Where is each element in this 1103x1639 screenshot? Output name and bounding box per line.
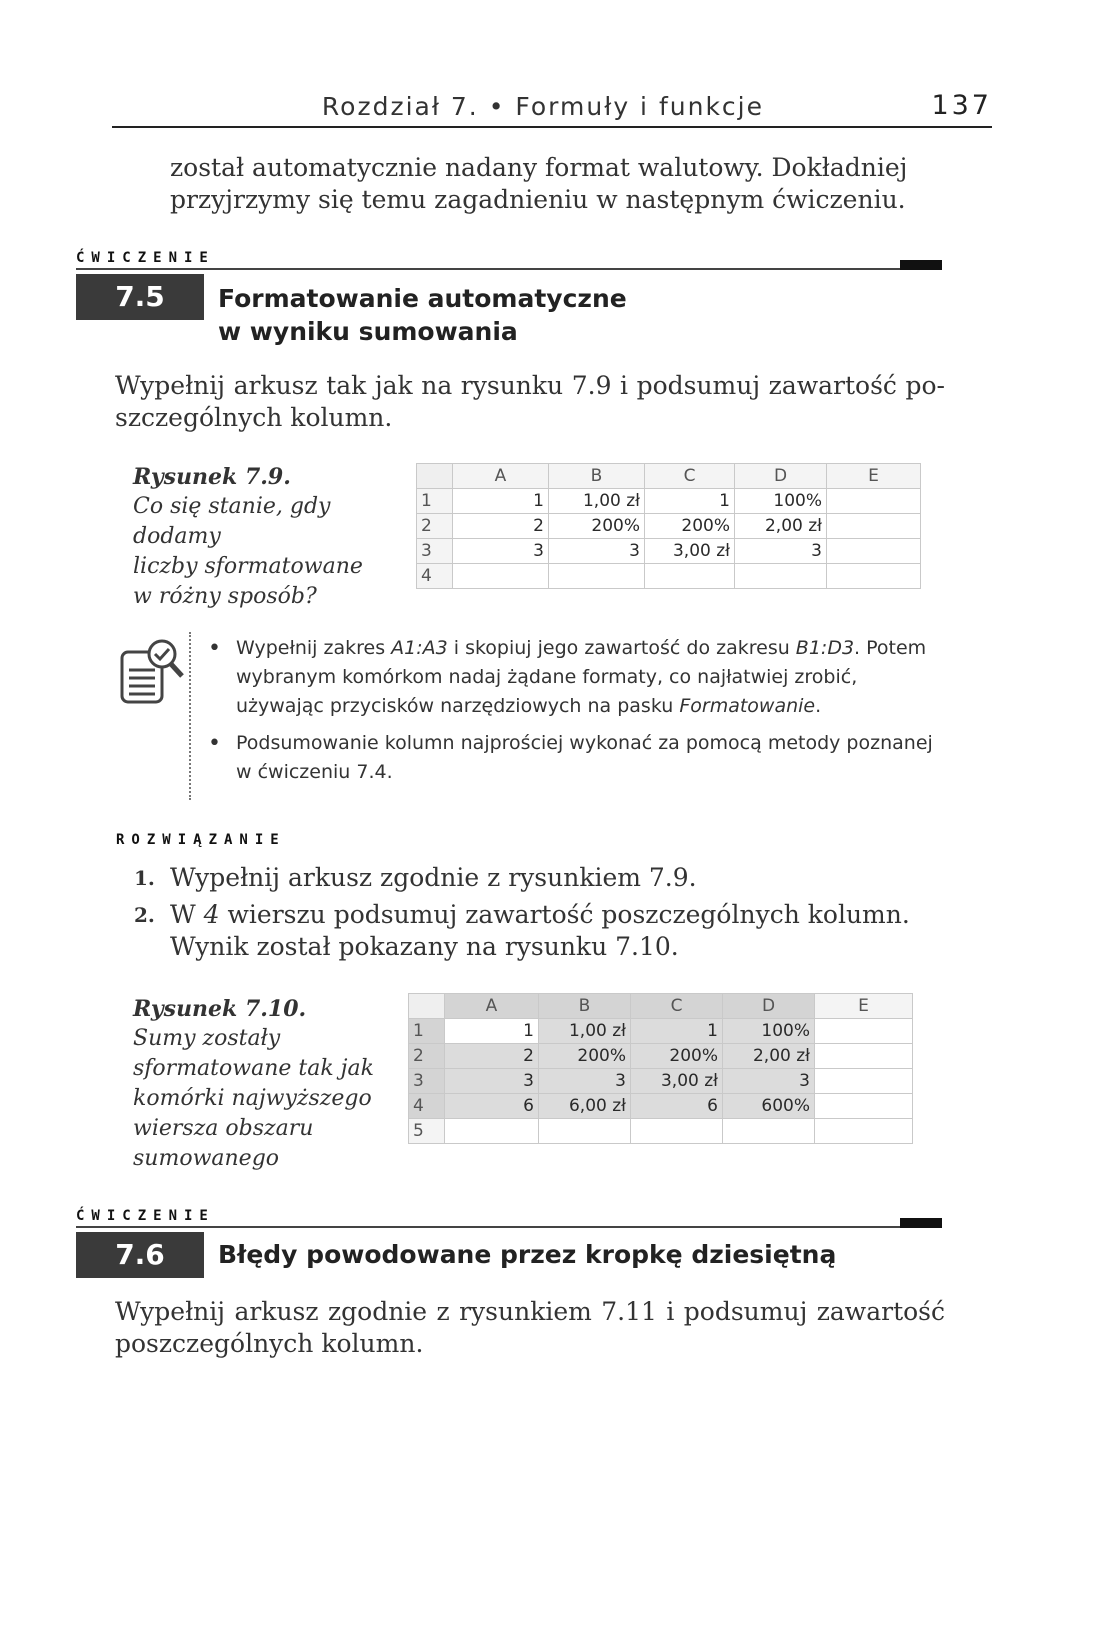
column-header: A bbox=[453, 464, 549, 489]
cell bbox=[827, 539, 921, 564]
cell: 3 bbox=[549, 539, 645, 564]
row-header: 5 bbox=[409, 1119, 445, 1144]
step-item: 1. Wypełnij arkusz zgodnie z rysunkiem 7.9. bbox=[134, 863, 697, 892]
cell: 6 bbox=[445, 1094, 539, 1119]
cell bbox=[549, 564, 645, 589]
column-header-row bbox=[417, 464, 921, 489]
select-all-corner bbox=[409, 994, 445, 1019]
row-header: 2 bbox=[417, 514, 453, 539]
cell bbox=[453, 564, 549, 589]
exercise-title bbox=[218, 282, 918, 348]
cell bbox=[735, 564, 827, 589]
cell: 2 bbox=[445, 1044, 539, 1069]
table-row bbox=[417, 514, 921, 539]
cell: 3 bbox=[723, 1069, 815, 1094]
cell: 3,00 zł bbox=[645, 539, 735, 564]
table-row bbox=[409, 1069, 913, 1094]
cell: 100% bbox=[735, 489, 827, 514]
cell: 3,00 zł bbox=[631, 1069, 723, 1094]
row-header: 4 bbox=[417, 564, 453, 589]
tip-list bbox=[208, 634, 948, 795]
cell: 1 bbox=[631, 1019, 723, 1044]
cell: 200% bbox=[549, 514, 645, 539]
row-header: 2 bbox=[409, 1044, 445, 1069]
table-row bbox=[409, 1019, 913, 1044]
caption-line: Sumy zostały bbox=[133, 1026, 281, 1051]
table-row bbox=[409, 1119, 913, 1144]
instruction-line-1: Wypełnij arkusz tak jak na rysunku 7.9 i podsumuj zawartość po- bbox=[115, 371, 945, 400]
exercise-title-line-1: Formatowanie automatyczne bbox=[218, 284, 627, 313]
exercise-number-box: 7.6 bbox=[76, 1232, 204, 1278]
page-number: 137 bbox=[931, 90, 992, 121]
cell bbox=[645, 564, 735, 589]
chapter-title: Rozdział 7. • Formuły i funkcje bbox=[321, 92, 764, 121]
cell: 100% bbox=[723, 1019, 815, 1044]
column-header: D bbox=[723, 994, 815, 1019]
exercise-label: ĆWICZENIE bbox=[76, 1208, 215, 1224]
cell: 200% bbox=[539, 1044, 631, 1069]
cell bbox=[815, 1094, 913, 1119]
cell bbox=[815, 1044, 913, 1069]
table-row bbox=[409, 1044, 913, 1069]
exercise-title-line-2: w wyniku sumowania bbox=[218, 317, 518, 346]
running-header bbox=[112, 90, 992, 128]
intro-line-1: został automatycznie nadany format walutowy. Dokładniej bbox=[170, 153, 908, 182]
exercise-rule-tab bbox=[900, 1218, 942, 1228]
row-header: 4 bbox=[409, 1094, 445, 1119]
cell: 600% bbox=[723, 1094, 815, 1119]
column-header: B bbox=[549, 464, 645, 489]
instruction-line-1: Wypełnij arkusz zgodnie z rysunkiem 7.11 i podsumuj zawartość bbox=[115, 1297, 945, 1326]
cell: 1,00 zł bbox=[539, 1019, 631, 1044]
solution-label: ROZWIĄZANIE bbox=[116, 832, 286, 848]
column-header: C bbox=[631, 994, 723, 1019]
spreadsheet-figure-7-9 bbox=[416, 463, 921, 589]
table-row bbox=[409, 1094, 913, 1119]
cell: 2,00 zł bbox=[735, 514, 827, 539]
row-header: 1 bbox=[409, 1019, 445, 1044]
note-divider bbox=[189, 632, 191, 800]
table-row bbox=[417, 564, 921, 589]
cell bbox=[827, 564, 921, 589]
instruction-line-2: poszczególnych kolumn. bbox=[115, 1329, 424, 1358]
exercise-rule bbox=[76, 1226, 942, 1228]
cell: 2 bbox=[453, 514, 549, 539]
figure-label: Rysunek 7.10. bbox=[133, 996, 307, 1022]
cell bbox=[815, 1119, 913, 1144]
caption-line: w różny sposób? bbox=[133, 584, 317, 609]
column-header: E bbox=[815, 994, 913, 1019]
cell bbox=[827, 489, 921, 514]
spreadsheet-figure-7-10 bbox=[408, 993, 913, 1144]
cell bbox=[539, 1119, 631, 1144]
step-item: 2. W 4 wierszu podsumuj zawartość poszczególnych kolumn. Wynik został pokazany na rysunku 7.10. bbox=[134, 900, 910, 961]
cell: 3 bbox=[735, 539, 827, 564]
cell: 2,00 zł bbox=[723, 1044, 815, 1069]
table-row bbox=[417, 539, 921, 564]
cell bbox=[827, 514, 921, 539]
caption-line: sformatowane tak jak bbox=[133, 1056, 374, 1081]
cell: 6,00 zł bbox=[539, 1094, 631, 1119]
column-header-row bbox=[409, 994, 913, 1019]
tip-item: • Podsumowanie kolumn najprościej wykonać za pomocą metody poznanej w ćwiczeniu 7.4. bbox=[208, 729, 948, 787]
column-header: C bbox=[645, 464, 735, 489]
caption-line: sumowanego bbox=[133, 1146, 280, 1171]
row-header: 3 bbox=[409, 1069, 445, 1094]
caption-line: wiersza obszaru bbox=[133, 1116, 314, 1141]
exercise-rule bbox=[76, 268, 942, 270]
caption-line: liczby sformatowane bbox=[133, 554, 363, 579]
cell: 1 bbox=[645, 489, 735, 514]
figure-caption-7-10 bbox=[133, 994, 403, 1174]
cell bbox=[445, 1119, 539, 1144]
intro-paragraph bbox=[170, 152, 960, 216]
cell: 1 bbox=[453, 489, 549, 514]
cell bbox=[723, 1119, 815, 1144]
instruction-line-2: szczególnych kolumn. bbox=[115, 403, 393, 432]
table-row bbox=[417, 489, 921, 514]
cell: 3 bbox=[453, 539, 549, 564]
cell: 1 bbox=[445, 1019, 539, 1044]
column-header: E bbox=[827, 464, 921, 489]
caption-line: Co się stanie, gdy dodamy bbox=[133, 494, 331, 549]
row-header: 3 bbox=[417, 539, 453, 564]
solution-steps bbox=[134, 862, 914, 968]
cell: 200% bbox=[631, 1044, 723, 1069]
exercise-rule-tab bbox=[900, 260, 942, 270]
column-header: A bbox=[445, 994, 539, 1019]
exercise-number-box: 7.5 bbox=[76, 274, 204, 320]
row-header: 1 bbox=[417, 489, 453, 514]
cell: 1,00 zł bbox=[549, 489, 645, 514]
column-header: D bbox=[735, 464, 827, 489]
cell bbox=[815, 1069, 913, 1094]
magnifier-document-icon bbox=[118, 636, 190, 708]
figure-label: Rysunek 7.9. bbox=[133, 464, 291, 490]
exercise-label: ĆWICZENIE bbox=[76, 250, 215, 266]
intro-line-2: przyjrzymy się temu zagadnieniu w następnym ćwiczeniu. bbox=[170, 185, 906, 214]
exercise-instruction bbox=[115, 370, 945, 434]
cell: 200% bbox=[645, 514, 735, 539]
exercise-instruction bbox=[115, 1296, 945, 1360]
cell: 3 bbox=[539, 1069, 631, 1094]
cell bbox=[631, 1119, 723, 1144]
cell: 6 bbox=[631, 1094, 723, 1119]
tip-item: • Wypełnij zakres A1:A3 i skopiuj jego zawartość do zakresu B1:D3. Potem wybranym komórkom nadaj żądane formaty, co najłatwiej zrobić, używając przycisków narzędziowych na pasku Formatowanie. bbox=[208, 634, 948, 721]
figure-caption-7-9 bbox=[133, 462, 403, 612]
cell bbox=[815, 1019, 913, 1044]
select-all-corner bbox=[417, 464, 453, 489]
cell: 3 bbox=[445, 1069, 539, 1094]
column-header: B bbox=[539, 994, 631, 1019]
caption-line: komórki najwyższego bbox=[133, 1086, 372, 1111]
exercise-title: Błędy powodowane przez kropkę dziesiętną bbox=[218, 1240, 837, 1269]
